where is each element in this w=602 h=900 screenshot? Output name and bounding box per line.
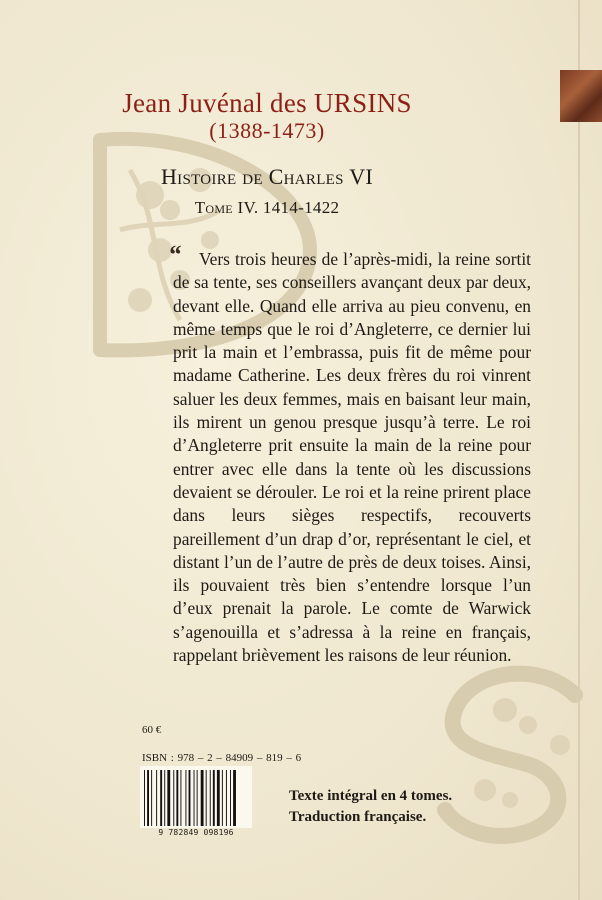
barcode-digits: 9 782849 098196 bbox=[158, 828, 234, 837]
volume-info: Tome IV. 1414-1422 bbox=[194, 198, 340, 217]
barcode-bar bbox=[201, 770, 204, 826]
barcode-bar bbox=[180, 770, 181, 826]
barcode-bar bbox=[164, 770, 165, 826]
quote-mark: “ bbox=[168, 240, 181, 269]
barcode bbox=[140, 766, 252, 828]
barcode-bar bbox=[194, 770, 195, 826]
barcode-bar bbox=[185, 770, 186, 826]
barcode-bar bbox=[230, 770, 231, 826]
barcode-bar bbox=[189, 770, 191, 826]
barcode-bar bbox=[173, 770, 174, 826]
edition-note bbox=[289, 786, 452, 828]
excerpt-text: Vers trois heures de l’après-midi, la reine sortit de sa tente, ses conseillers avançant deux par deux, devant elle. Quand elle arriva au pieu convenu, en même temps que le roi d’Angleterre, ce dernier lui prit la main et l’embrassa, puis fit de même pour madame Catherine. Les deux frères du roi vinrent saluer les deux femmes, mais en baisant leur main, ils mirent un genou presque jusqu’à terre. Le roi d’Angleterre prit ensuite la main de la reine pour entrer avec elle dans la tente où les discussions devaient se dérouler. Le roi et la reine prirent place dans leurs sièges respectifs, recouverts pareillement d’un drap d’or, représentant le ciel, et distant l’un de l’autre de près de deux toises. Ainsi, ils pouvaient très bien s’entendre lorsque l’un d’eux prenait la parole. Le comte de Warwick s’agenouilla et s’adressa à la reine en français, rappelant brièvement les raisons de leur réunion. bbox=[173, 249, 531, 666]
barcode-bar bbox=[160, 770, 162, 826]
barcode-bar bbox=[156, 770, 157, 826]
edition-note-line1: Texte intégral en 4 tomes. bbox=[289, 788, 453, 804]
barcode-bar bbox=[144, 770, 145, 826]
barcode-bar bbox=[151, 770, 152, 826]
barcode-bars-icon bbox=[140, 766, 252, 828]
barcode-bar bbox=[147, 770, 149, 826]
price: 60 € bbox=[142, 724, 162, 736]
barcode-bar bbox=[167, 770, 170, 826]
author-name: Jean Juvénal des URSINS bbox=[122, 88, 412, 118]
barcode-bar bbox=[210, 770, 211, 826]
barcode-bar bbox=[206, 770, 207, 826]
barcode-bar bbox=[176, 770, 178, 826]
barcode-bar bbox=[233, 770, 236, 826]
edition-note-line2: Traduction française. bbox=[289, 809, 427, 825]
barcode-bar bbox=[226, 770, 227, 826]
author-dates: (1388-1473) bbox=[209, 118, 325, 143]
barcode-bar bbox=[217, 770, 220, 826]
barcode-bar bbox=[213, 770, 215, 826]
spine-illustration bbox=[560, 70, 602, 122]
book-title: Histoire de Charles VI bbox=[160, 164, 374, 189]
barcode-bar bbox=[197, 770, 198, 826]
barcode-bar bbox=[222, 770, 223, 826]
isbn: ISBN : 978 – 2 – 84909 – 819 – 6 bbox=[142, 752, 302, 764]
